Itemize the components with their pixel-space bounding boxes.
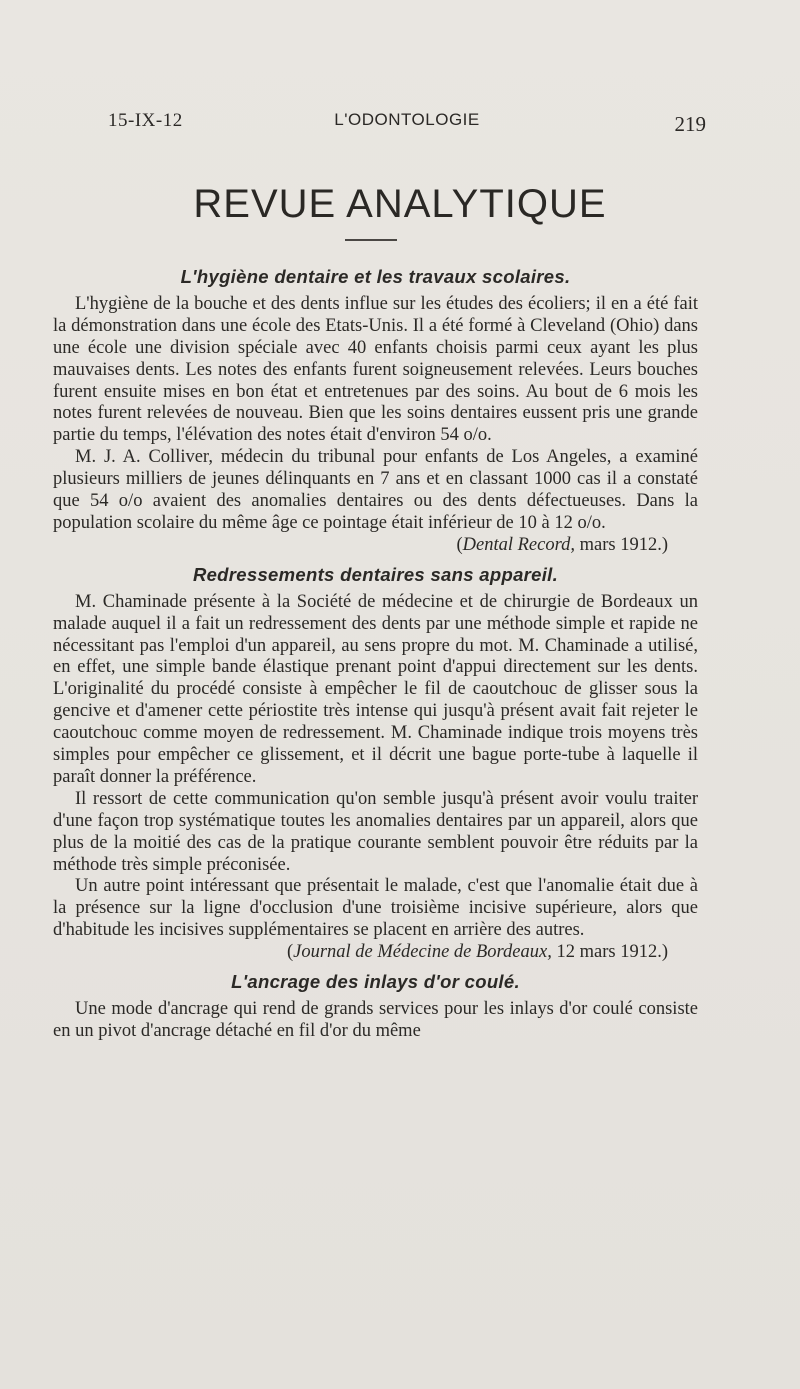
citation-journal: Dental Record, (462, 534, 575, 555)
section-heading: L'ancrage des inlays d'or coulé. (231, 971, 520, 993)
paragraph: L'hygiène de la bouche et des dents influe sur les études des écoliers; il en a été fait la démonstration dans une école des Etats-Unis. Il a été formé à Cleveland (Ohio) dans une école une division spéciale avec 40 enfants choisis parmi ceux ayant les plus mauvaises dents. Les notes des enfants furent soigneusement relevées. Leurs bouches furent ensuite mises en bon état et entretenues par des soins. Au bout de 6 mois les notes furent relevées de nouveau. Bien que les soins dentaires eussent pris une grande partie du temps, l'élévation des notes était d'environ 54 o/o. (53, 293, 698, 446)
citation-journal: Journal de Médecine de Bordeaux, (293, 942, 552, 963)
article-body (53, 266, 698, 1043)
citation: (Journal de Médecine de Bordeaux, 12 mars 1912.) (286, 942, 668, 963)
paragraph: Une mode d'ancrage qui rend de grands services pour les inlays d'or coulé consiste en un pivot d'ancrage détaché en fil d'or du même (53, 999, 698, 1041)
section-heading: L'hygiène dentaire et les travaux scolaires. (180, 266, 571, 287)
page-title: REVUE ANALYTIQUE (193, 182, 607, 226)
paragraph: M. J. A. Colliver, médecin du tribunal pour enfants de Los Angeles, a examiné plusieurs milliers de jeunes délinquants en 7 ans et en classant 1000 cas il a constaté que 54 o/o avaient des anomalies dentaires ou des dents défectueuses. Dans la population scolaire du même âge ce pointage était inférieur de 10 à 12 o/o. (53, 447, 698, 533)
paragraph: Un autre point intéressant que présentait le malade, c'est que l'anomalie était due à la présence sur la ligne d'occlusion d'une troisième incisive supérieure, alors que d'habitude les incisives supplémentaires se placent en arrière des autres. (53, 876, 698, 941)
running-header (108, 108, 706, 138)
header-journal: L'ODONTOLOGIE (334, 110, 480, 129)
citation-date: 12 mars 1912. (556, 942, 662, 963)
citation-date: mars 1912. (579, 534, 662, 555)
title-divider (345, 239, 397, 241)
page-number: 219 (674, 112, 706, 136)
paragraph: M. Chaminade présente à la Société de médecine et de chirurgie de Bordeaux un malade auquel il a fait un redressement des dents par une méthode simple et rapide ne nécessitant pas l'emploi d'un appareil, au sens propre du mot. M. Chaminade a utilisé, en effet, une simple bande élastique prenant point d'appui directement sur les dents. L'originalité du procédé consiste à empêcher le fil de caoutchouc de glisser sous la gencive et d'amener cette périostite très intense qui jusqu'à présent avait fait rejeter le caoutchouc comme moyen de redressement. M. Chaminade indique trois moyens très simples pour empêcher ce glissement, et il décrit une bague porte-tube à laquelle il paraît donner la préférence. (53, 591, 698, 787)
citation: (Dental Record, mars 1912.) (456, 534, 668, 555)
header-date: 15-IX-12 (108, 110, 183, 131)
paragraph: Il ressort de cette communication qu'on semble jusqu'à présent avoir voulu traiter d'une façon trop systématique toutes les anomalies dentaires par un appareil, alors que plus de la moitié des cas de la pratique courante semblent pouvoir être réduits par la méthode très simple préconisée. (53, 788, 698, 875)
section-heading: Redressements dentaires sans appareil. (192, 563, 559, 585)
